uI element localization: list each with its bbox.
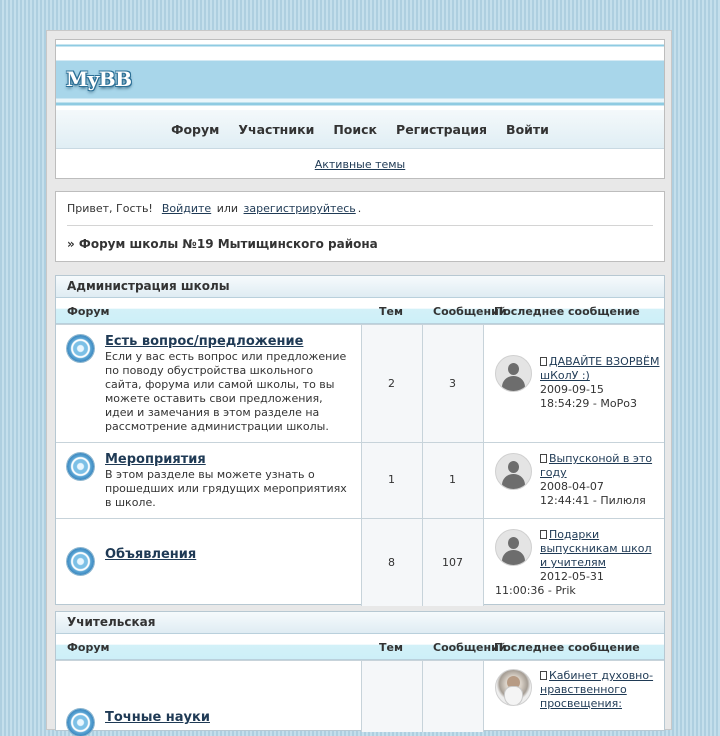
last-post: [540, 355, 662, 411]
welcome-box: [55, 191, 665, 262]
topic-count: 2: [388, 377, 395, 390]
col-last: Последнее сообщение: [494, 305, 640, 318]
document-icon: [540, 454, 547, 463]
category-title[interactable]: Учительская: [56, 612, 664, 634]
greeting-text: Привет, Гость!: [67, 202, 153, 215]
main-menu: [56, 110, 664, 149]
last-post-link[interactable]: Кабинет духовно-нравственного просвещения:: [540, 669, 654, 710]
user-avatar[interactable]: [495, 669, 532, 706]
col-posts: Сообщений: [433, 641, 507, 654]
divider: [67, 225, 653, 226]
column-headers: [56, 299, 664, 324]
banner: [56, 40, 664, 110]
menu-register[interactable]: Регистрация: [396, 121, 488, 137]
document-icon: [540, 357, 547, 366]
topic-count: 1: [388, 473, 395, 486]
post-count: 1: [449, 473, 456, 486]
forum-row: [56, 324, 664, 442]
menu-members[interactable]: Участники: [238, 121, 315, 137]
col-forum: Форум: [67, 305, 110, 318]
forum-description: Если у вас есть вопрос или предложение по поводу обустройства школьного сайта, форума или самой школы, то вы можете оставить свои предложения, идеи и замечания в этом разделе на рассмотрение администрации школы.: [105, 350, 347, 433]
last-post-author: 11:00:36 - Prik: [495, 584, 576, 597]
header: [55, 39, 665, 179]
forum-title[interactable]: Есть вопрос/предложение: [105, 334, 304, 349]
user-avatar[interactable]: [495, 529, 532, 566]
menu-forum[interactable]: Форум: [171, 121, 220, 137]
forum-row: [56, 518, 664, 606]
post-count: 107: [442, 556, 463, 569]
site-logo[interactable]: MyBB: [66, 67, 132, 91]
guest-greeting: [67, 202, 361, 215]
forum-title[interactable]: Мероприятия: [105, 452, 206, 467]
document-icon: [540, 530, 547, 539]
category-administration: [55, 275, 665, 605]
menu-login[interactable]: Войти: [506, 121, 549, 137]
user-avatar[interactable]: [495, 355, 532, 392]
forum-row: [56, 660, 664, 732]
forum-status-icon: [67, 453, 94, 480]
column-headers: [56, 635, 664, 660]
post-count: 3: [449, 377, 456, 390]
document-icon: [540, 671, 547, 680]
col-topics: Тем: [379, 641, 403, 654]
or-text: или: [216, 202, 239, 215]
last-post-author: 12:44:41 - Пилюля: [540, 494, 646, 507]
greeting-end: .: [357, 202, 362, 215]
last-post-link[interactable]: ДАВАЙТЕ ВЗОРВЁМ шКолУ :): [540, 355, 660, 382]
user-avatar[interactable]: [495, 453, 532, 490]
forum-title[interactable]: Объявления: [105, 547, 197, 562]
col-topics: Тем: [379, 305, 403, 318]
category-title[interactable]: Администрация школы: [56, 276, 664, 298]
last-post: [540, 669, 662, 711]
forum-status-icon: [67, 335, 94, 362]
breadcrumb[interactable]: » Форум школы №19 Мытищинского района: [67, 237, 378, 251]
topic-count: 8: [388, 556, 395, 569]
active-topics-link[interactable]: Активные темы: [314, 157, 406, 171]
col-last: Последнее сообщение: [494, 641, 640, 654]
last-post: [540, 528, 662, 584]
last-post-date: 2012-05-31: [540, 570, 604, 583]
last-post-date: 2009-09-15: [540, 383, 604, 396]
last-post: [540, 452, 662, 508]
last-post-link[interactable]: Выпусконой в это году: [540, 452, 653, 479]
last-post-date: 2008-04-07: [540, 480, 604, 493]
page-container: [46, 30, 672, 730]
last-post-author: 18:54:29 - МоРо3: [540, 397, 637, 410]
forum-status-icon: [67, 709, 94, 736]
col-posts: Сообщений: [433, 305, 507, 318]
sub-menu: [56, 149, 664, 179]
menu-search[interactable]: Поиск: [333, 121, 378, 137]
last-post-link[interactable]: Подарки выпускникам школ и учителям: [540, 528, 652, 569]
col-forum: Форум: [67, 641, 110, 654]
forum-title[interactable]: Точные науки: [105, 710, 210, 725]
forum-row: [56, 442, 664, 518]
login-link[interactable]: Войдите: [161, 202, 212, 215]
category-teachers: [55, 611, 665, 731]
forum-status-icon: [67, 548, 94, 575]
register-link[interactable]: зарегистрируйтесь: [243, 202, 356, 215]
forum-description: В этом разделе вы можете узнать о прошедших или грядущих мероприятиях в школе.: [105, 468, 347, 509]
